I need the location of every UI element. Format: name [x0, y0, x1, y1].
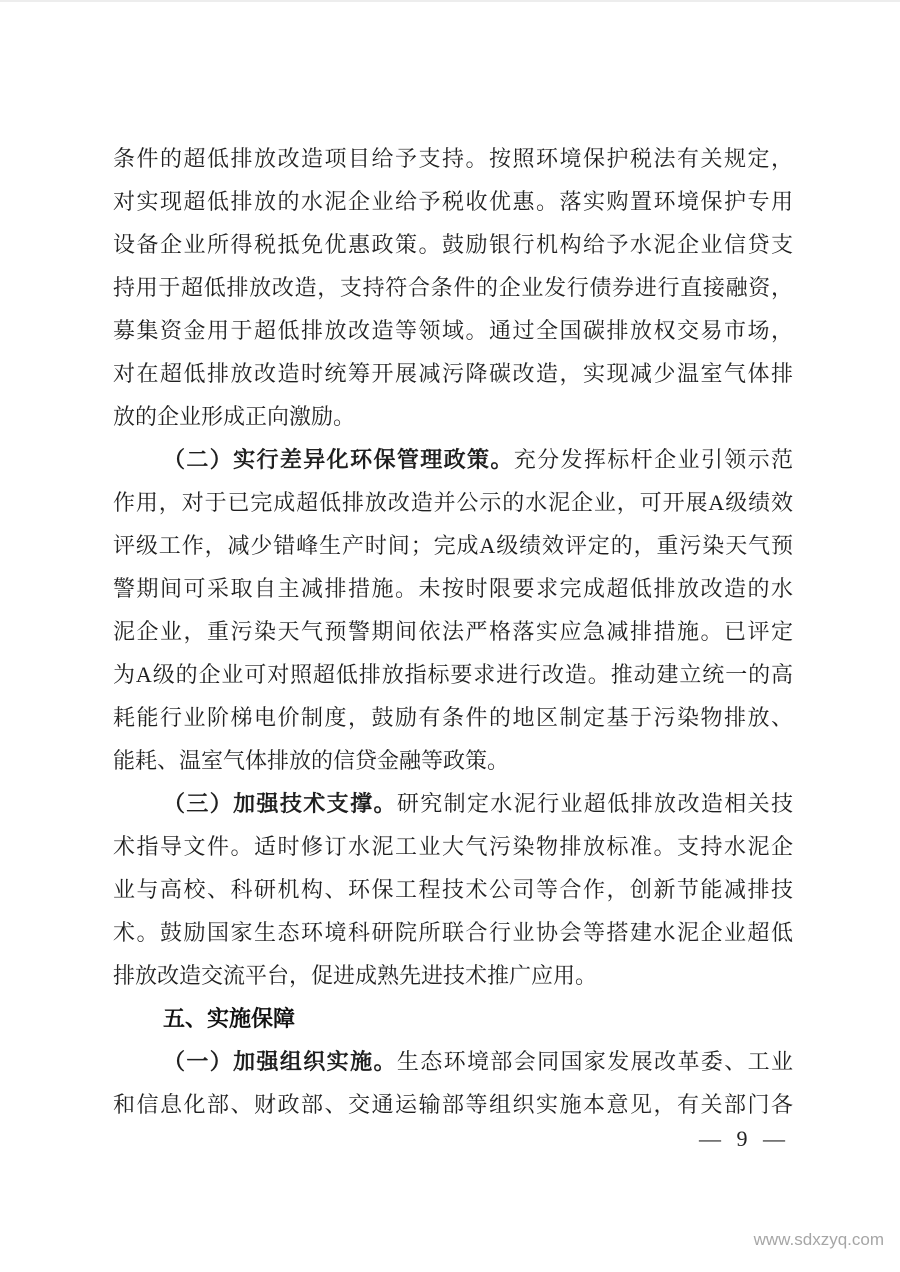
- paragraph-text: 充分发挥标杆企业引领示范: [513, 447, 793, 472]
- paragraph-text: 警期间可采取自主减排措施。未按时限要求完成超低排放改造的水: [113, 576, 793, 601]
- text-line: [113, 438, 793, 481]
- text-line: [113, 180, 793, 223]
- paragraph-text: 条件的超低排放改造项目给予支持。按照环境保护税法有关规定，: [113, 146, 793, 171]
- paragraph-text: 评级工作，减少错峰生产时间；完成A级绩效评定的，重污染天气预: [113, 533, 793, 558]
- paragraph-text: 排放改造交流平台，促进成熟先进技术推广应用。: [113, 963, 598, 988]
- paragraph-text: 泥企业，重污染天气预警期间依法严格落实应急减排措施。已评定: [113, 619, 793, 644]
- paragraph-lead-text: （一）加强组织实施。: [163, 1049, 397, 1074]
- paragraph-text: 放的企业形成正向激励。: [113, 404, 356, 429]
- text-line: [113, 524, 793, 567]
- text-line: [113, 309, 793, 352]
- text-line: [113, 954, 793, 997]
- paragraph-text: 耗能行业阶梯电价制度，鼓励有条件的地区制定基于污染物排放、: [113, 705, 793, 730]
- text-line: [113, 266, 793, 309]
- paragraph-text: 持用于超低排放改造，支持符合条件的企业发行债券进行直接融资，: [113, 275, 793, 300]
- text-line: [113, 825, 793, 868]
- text-line: [113, 395, 793, 438]
- text-line: [113, 782, 793, 825]
- text-line: [113, 352, 793, 395]
- paragraph-text: 业与高校、科研机构、环保工程技术公司等合作，创新节能减排技: [113, 877, 793, 902]
- text-line: [113, 481, 793, 524]
- paragraph-text: 对在超低排放改造时统筹开展减污降碳改造，实现减少温室气体排: [113, 361, 793, 386]
- paragraph-text: 研究制定水泥行业超低排放改造相关技: [396, 791, 793, 816]
- paragraph-lead-text: 五、实施保障: [163, 1006, 296, 1031]
- paragraph-text: 术指导文件。适时修订水泥工业大气污染物排放标准。支持水泥企: [113, 834, 793, 859]
- text-line: [113, 739, 793, 782]
- text-line: [113, 223, 793, 266]
- paragraph-text: 和信息化部、财政部、交通运输部等组织实施本意见，有关部门各: [113, 1092, 793, 1117]
- paragraph-lead-text: （二）实行差异化环保管理政策。: [163, 447, 514, 472]
- text-line: [113, 567, 793, 610]
- paragraph-text: 为A级的企业可对照超低排放指标要求进行改造。推动建立统一的高: [113, 662, 793, 687]
- text-line: [113, 137, 793, 180]
- section-heading: [113, 997, 793, 1040]
- text-line: [113, 911, 793, 954]
- paragraph-text: 募集资金用于超低排放改造等领域。通过全国碳排放权交易市场，: [113, 318, 793, 343]
- paragraph-text: 对实现超低排放的水泥企业给予税收优惠。落实购置环境保护专用: [113, 189, 793, 214]
- paragraph-text: 作用，对于已完成超低排放改造并公示的水泥企业，可开展A级绩效: [113, 490, 793, 515]
- paragraph-text: 设备企业所得税抵免优惠政策。鼓励银行机构给予水泥企业信贷支: [113, 232, 793, 257]
- watermark-url: www.sdxzyq.com: [753, 1230, 884, 1249]
- page-number: — 9 —: [699, 1126, 790, 1151]
- paragraph-text: 生态环境部会同国家发展改革委、工业: [396, 1049, 793, 1074]
- text-line: [113, 1040, 793, 1083]
- text-line: [113, 653, 793, 696]
- paragraph-text: 术。鼓励国家生态环境科研院所联合行业协会等搭建水泥企业超低: [113, 920, 793, 945]
- document-text: [113, 137, 793, 1126]
- paragraph-lead-text: （三）加强技术支撑。: [163, 791, 397, 816]
- text-line: [113, 696, 793, 739]
- paragraph-text: 能耗、温室气体排放的信贷金融等政策。: [113, 748, 510, 773]
- text-line: [113, 1083, 793, 1126]
- text-line: [113, 610, 793, 653]
- text-line: [113, 868, 793, 911]
